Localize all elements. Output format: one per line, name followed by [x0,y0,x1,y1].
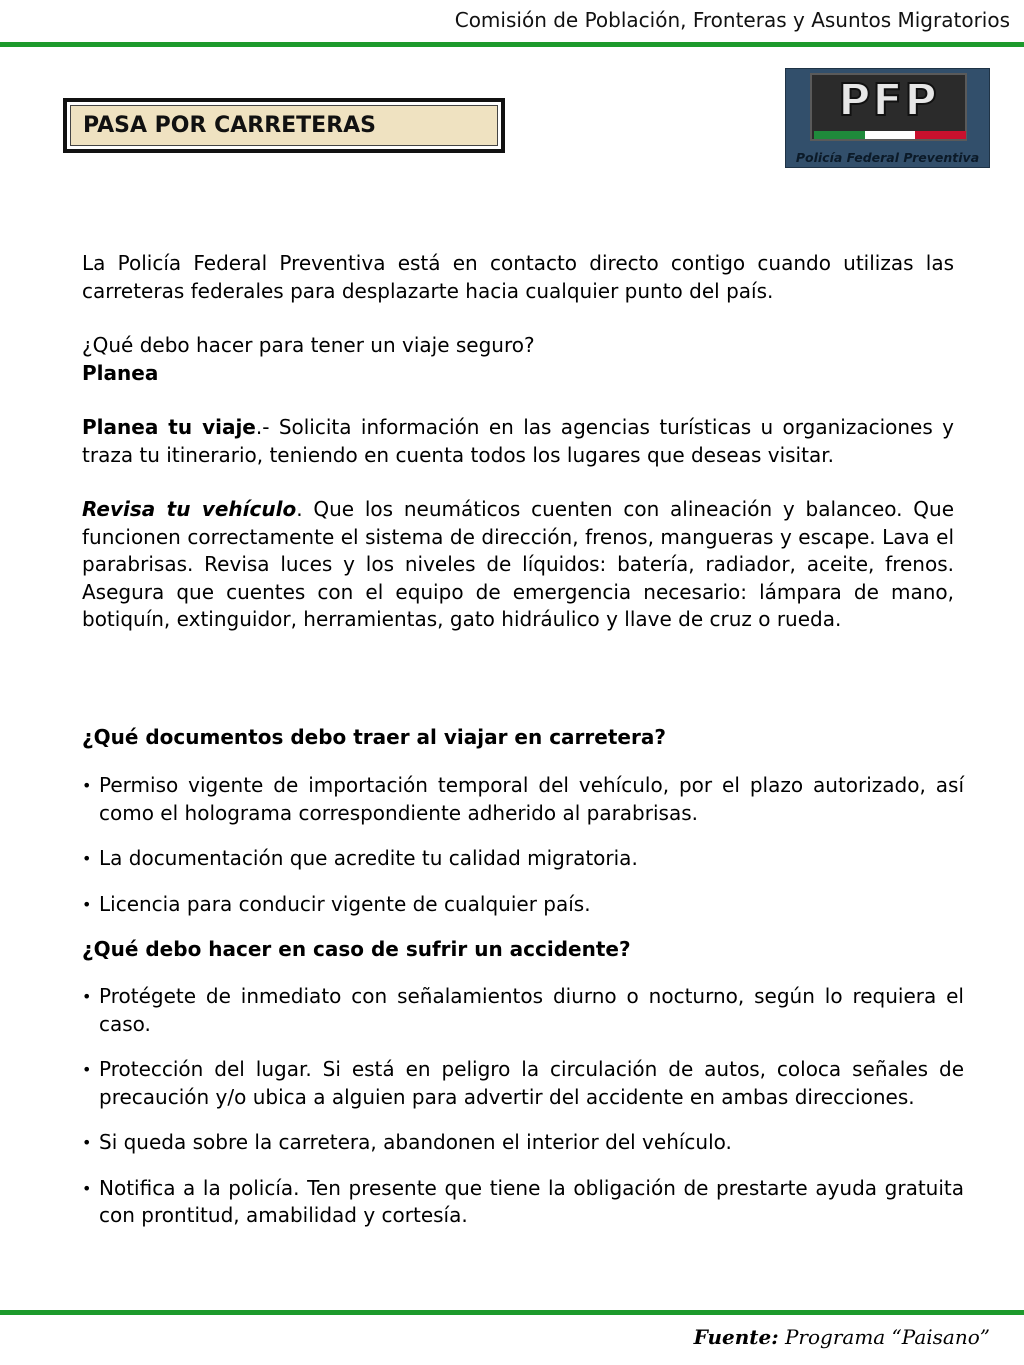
list-item [82,772,964,827]
planea-label: Planea tu viaje [82,415,256,439]
revisa-paragraph [82,496,954,634]
planea-paragraph [82,414,954,469]
planea-text: .- Solicita información en las agencias turísticas u organizaciones y traza tu itinerario, teniendo en cuenta todos los lugares que deseas visitar. [82,415,954,467]
list-item [82,845,964,873]
footer-label: Fuente: [693,1325,779,1349]
pfp-logo [785,68,990,168]
list-item [82,983,964,1038]
intro-paragraph [82,250,954,305]
section-title: PASA POR CARRETERAS [83,113,377,138]
list-item [82,1129,964,1157]
section-title-frame [70,105,498,146]
list-item [82,1056,964,1111]
accident-question: ¿Qué debo hacer en caso de sufrir un accidente? [82,937,631,961]
bullet-icon: • [82,894,92,914]
list-item [82,891,964,919]
flag-white-stripe [865,131,916,139]
accident-list [82,983,964,1230]
list-item-text: Notifica a la policía. Ten presente que tiene la obligación de prestarte ayuda gratuita con prontitud, amabilidad y cortesía. [99,1175,964,1227]
bottom-divider [0,1310,1024,1315]
bullet-icon: • [82,776,92,795]
list-item-text: Protección del lugar. Si está en peligro la circulación de autos, coloca señales de precaución y/o ubica a alguien para advertir del accidente en ambas direcciones. [99,1057,964,1109]
bullet-icon: • [82,1060,92,1079]
logo-subtitle: Policía Federal Preventiva [795,150,980,165]
header-title: Comisión de Población, Fronteras y Asuntos Migratorios [454,8,1010,32]
intro-text: La Policía Federal Preventiva está en contacto directo contigo cuando utilizas las carreteras federales para desplazarte hacia cualquier punto del país. [82,251,954,303]
flag-green-stripe [814,131,865,139]
planea-text-line [82,414,954,469]
list-item-text: Permiso vigente de importación temporal del vehículo, por el plazo autorizado, así como el holograma correspondiente adherido al parabrisas. [99,773,964,825]
planea-heading: Planea [82,360,159,385]
bullet-icon: • [82,1133,92,1152]
list-item-text: Si queda sobre la carretera, abandonen el interior del vehículo. [99,1130,732,1154]
flag-red-stripe [915,131,966,139]
revisa-label: Revisa tu vehículo [82,497,297,521]
revisa-text: . Que los neumáticos cuenten con alineación y balanceo. Que funcionen correctamente el sistema de dirección, frenos, mangueras y escape. Lava el parabrisas. Revisa luces y los niveles de líquidos: batería, radiador, aceite, frenos. Asegura que cuentes con el equipo de emergencia necesario: lámpara de mano, botiquín, extinguidor, herramientas, gato hidráulico y llave de cruz o rueda. [82,497,955,631]
list-item-text: Protégete de inmediato con señalamientos diurno o nocturno, según lo requiera el caso. [99,984,964,1036]
logo-flag-stripes [814,131,966,139]
footer-source-text: Programa “Paisano” [784,1325,990,1349]
top-divider [0,42,1024,47]
bullet-icon: • [82,849,92,868]
list-item-text: La documentación que acredite tu calidad migratoria. [99,846,638,870]
trip-safety-block [82,332,954,387]
footer-source [694,1325,990,1349]
revisa-text-line [82,496,954,634]
documents-list [82,772,964,918]
section-title-box [63,98,505,153]
list-item-text: Licencia para conducir vigente de cualquier país. [99,891,591,916]
bullet-icon: • [82,987,92,1006]
bullet-icon: • [82,1178,92,1198]
list-item [82,1175,964,1230]
documents-question: ¿Qué documentos debo traer al viajar en carretera? [82,725,666,749]
trip-question: ¿Qué debo hacer para tener un viaje seguro? [82,333,535,357]
logo-letters: PFP [838,75,939,126]
